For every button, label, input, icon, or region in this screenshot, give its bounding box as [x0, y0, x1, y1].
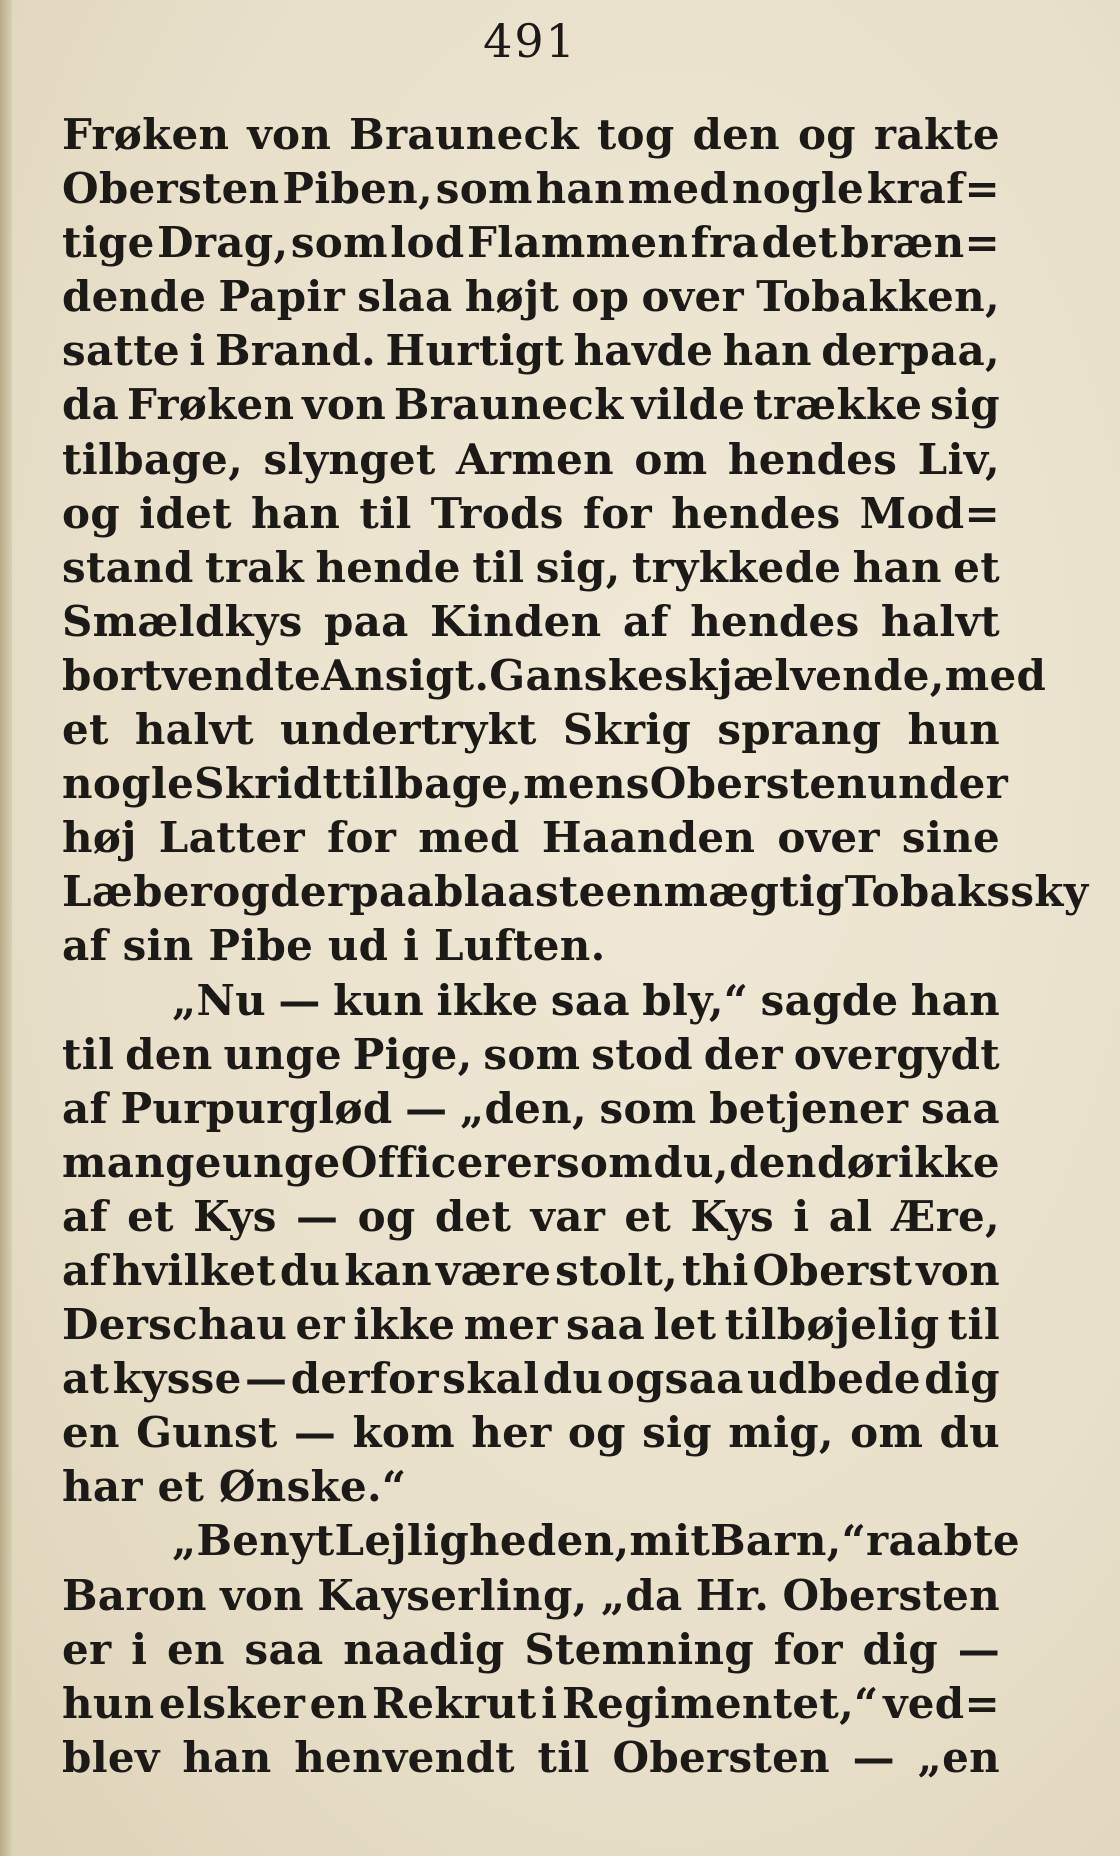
text-line: stand trak hende til sig, trykkede han et	[62, 542, 1000, 592]
text-line: til den unge Pige, som stod der overgydt	[62, 1029, 1000, 1079]
text-line: nogle Skridt tilbage, mens Obersten under	[62, 759, 1009, 809]
text-line: „Nu — kun ikke saa bly,“ sagde han	[172, 975, 1000, 1025]
text-line: og idet han til Trods for hendes Mod=	[62, 488, 1000, 538]
text-line: høj Latter for med Haanden over sine	[62, 813, 1000, 863]
text-line: af Purpurglød — „den, som betjener saa	[62, 1083, 1000, 1133]
text-line: da Frøken von Brauneck vilde trække sig	[62, 380, 1000, 430]
text-line: et halvt undertrykt Skrig sprang hun	[62, 705, 1000, 755]
text-line: tige Drag, som lod Flammen fra det bræn=	[62, 218, 1000, 268]
text-line: „Benyt Lejligheden, mit Barn,“ raabte	[172, 1516, 1020, 1566]
text-line: en Gunst — kom her og sig mig, om du	[62, 1408, 1000, 1458]
text-line: er i en saa naadig Stemning for dig —	[62, 1624, 1000, 1674]
page-binding-edge	[0, 0, 12, 1856]
text-line: bortvendte Ansigt. Ganske skjælvende, med	[62, 650, 1047, 700]
text-line: af hvilket du kan være stolt, thi Oberst von	[62, 1245, 1000, 1295]
text-line: hun elsker en Rekrut i Regimentet,“ ved=	[62, 1678, 1000, 1728]
text-line: af sin Pibe ud i Luften.	[62, 921, 606, 971]
text-line: tilbage, slynget Armen om hendes Liv,	[62, 434, 1000, 484]
text-line: Baron von Kayserling, „da Hr. Obersten	[62, 1570, 1000, 1620]
text-line: Frøken von Brauneck tog den og rakte	[62, 110, 1000, 159]
text-line: mange unge Officerer som du, den dør ikke	[62, 1137, 1000, 1187]
text-line: Smældkys paa Kinden af hendes halvt	[62, 596, 1000, 646]
text-line: satte i Brand. Hurtigt havde han derpaa,	[62, 326, 1000, 376]
text-line: af et Kys — og det var et Kys i al Ære,	[62, 1191, 1000, 1241]
text-line: dende Papir slaa højt op over Tobakken,	[62, 272, 1000, 322]
body-text	[62, 108, 1089, 1785]
text-line: blev han henvendt til Obersten — „en	[62, 1732, 1000, 1782]
text-line: har et Ønske.“	[62, 1462, 407, 1512]
page-number: 491	[483, 14, 577, 68]
text-line: Obersten Piben, som han med nogle kraf=	[62, 164, 1000, 214]
text-line: Læber og derpaa blaaste en mægtig Tobakssky	[62, 867, 1089, 917]
text-line: at kysse — derfor skal du ogsaa udbede dig	[62, 1354, 1000, 1404]
text-line: Derschau er ikke mer saa let tilbøjelig til	[62, 1300, 1000, 1350]
